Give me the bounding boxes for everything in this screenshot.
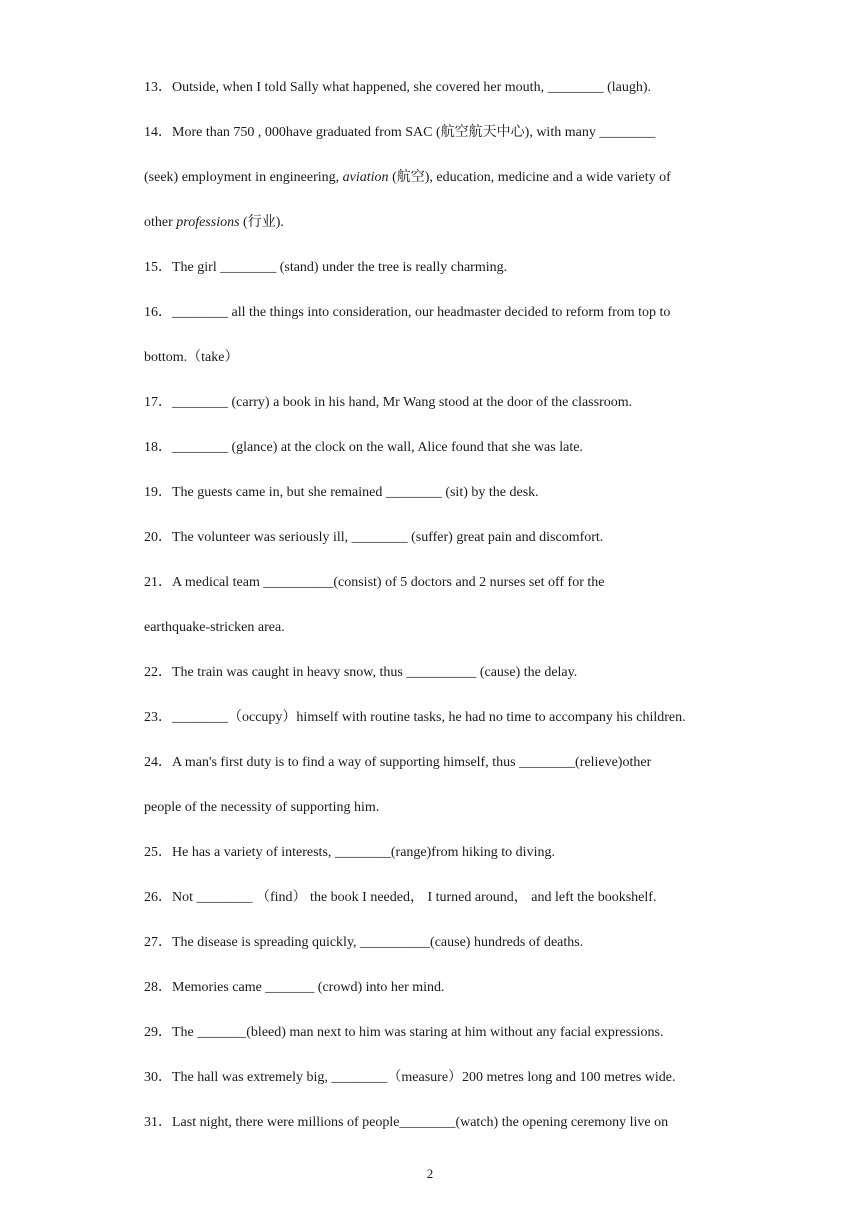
- question-16-line-1: 16．________ all the things into consideration, our headmaster decided to reform from top to: [144, 305, 671, 320]
- question-31: 31．Last night, there were millions of people________(watch) the opening ceremony live on: [144, 1115, 669, 1130]
- question-29: 29．The _______(bleed) man next to him was staring at him without any facial expressions.: [144, 1025, 664, 1040]
- question-26: 26．Not ________ （find） the book I needed， I turned around， and left the bookshelf.: [144, 890, 657, 905]
- question-24-line-1: 24．A man's first duty is to find a way of supporting himself, thus ________(relieve)other: [144, 755, 652, 770]
- question-30: 30．The hall was extremely big, ________（measure）200 metres long and 100 metres wide.: [144, 1070, 676, 1085]
- question-21-line-2: earthquake-stricken area.: [144, 620, 285, 635]
- term-aviation: aviation: [342, 170, 389, 185]
- question-20: 20．The volunteer was seriously ill, ________ (suffer) great pain and discomfort.: [144, 530, 604, 545]
- question-16-line-2: bottom.（take）: [144, 350, 239, 365]
- question-21-line-1: 21．A medical team __________(consist) of 5 doctors and 2 nurses set off for the: [144, 575, 605, 590]
- page-number: 2: [426, 1166, 434, 1181]
- question-17: 17．________ (carry) a book in his hand, Mr Wang stood at the door of the classroom.: [144, 395, 633, 410]
- question-27: 27．The disease is spreading quickly, __________(cause) hundreds of deaths.: [144, 935, 584, 950]
- question-14-line-1: 14．More than 750 , 000have graduated from SAC (航空航天中心), with many ________: [144, 125, 656, 140]
- question-22: 22．The train was caught in heavy snow, thus __________ (cause) the delay.: [144, 665, 578, 680]
- question-28: 28．Memories came _______ (crowd) into her mind.: [144, 980, 445, 995]
- question-13: 13．Outside, when I told Sally what happened, she covered her mouth, ________ (laugh).: [144, 80, 652, 95]
- question-19: 19．The guests came in, but she remained ________ (sit) by the desk.: [144, 485, 539, 500]
- question-25: 25．He has a variety of interests, ________(range)from hiking to diving.: [144, 845, 555, 860]
- question-14-line-3: other professions (行业).: [144, 215, 284, 230]
- question-18: 18．________ (glance) at the clock on the wall, Alice found that she was late.: [144, 440, 583, 455]
- question-23: 23．________（occupy）himself with routine tasks, he had no time to accompany his children.: [144, 710, 686, 725]
- question-24-line-2: people of the necessity of supporting him.: [144, 800, 380, 815]
- term-professions: professions: [176, 215, 240, 230]
- question-15: 15．The girl ________ (stand) under the tree is really charming.: [144, 260, 508, 275]
- question-14-line-2: (seek) employment in engineering, aviation (航空), education, medicine and a wide variety of: [144, 170, 671, 185]
